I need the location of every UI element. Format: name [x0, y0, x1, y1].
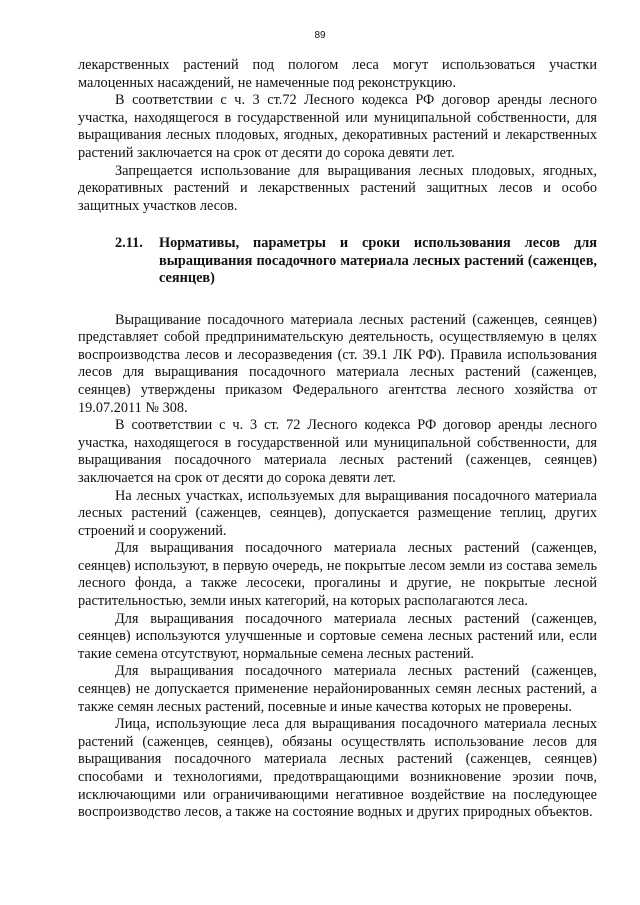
- paragraph: Запрещается использование для выращивания лесных плодовых, ягодных, декоративных растений и лекарственных растений защитных лесов и особо защитных участков лесов.: [78, 162, 597, 214]
- paragraph: Для выращивания посадочного материала лесных растений (саженцев, сеянцев) не допускается применение нерайонированных семян лесных растений, а также семян лесных растений, посевные и иные качества которых не проверены.: [78, 663, 597, 715]
- page-content: [78, 57, 597, 822]
- paragraph: В соответствии с ч. 3 ст. 72 Лесного кодекса РФ договор аренды лесного участка, находящегося в государственной или муниципальной собственности, для выращивания посадочного материала лесных растений (саженцев, сеянцев) заключается на срок от десяти до сорока девяти лет.: [78, 417, 597, 486]
- page-number: 89: [314, 30, 326, 41]
- paragraph: В соответствии с ч. 3 ст.72 Лесного кодекса РФ договор аренды лесного участка, находящегося в государственной или муниципальной собственности, для выращивания лесных плодовых, ягодных, декоративных растений и лекарственных растений заключается на срок от десяти до сорока девяти лет.: [78, 92, 597, 161]
- paragraph: Лица, использующие леса для выращивания посадочного материала лесных растений (саженцев, сеянцев), обязаны осуществлять использование лесов для выращивания посадочного материала лесных растений (саженцев, сеянцев) способами и технологиями, предотвращающими возникновение эрозии почв, исключающими или ограничивающими негативное воздействие на последующее воспроизводство лесов, а также на состояние водных и других природных объектов.: [78, 716, 597, 821]
- section-heading: [78, 235, 597, 287]
- paragraph: Выращивание посадочного материала лесных растений (саженцев, сеянцев) представляет собой предпринимательскую деятельность, осуществляемую в целях воспроизводства лесов и лесоразведения (ст. 39.1 ЛК РФ). Правила использования лесов для выращивания посадочного материала лесных растений (саженцев, сеянцев) утверждены приказом Федерального агентства лесного хозяйства от 19.07.2011 № 308.: [78, 311, 597, 416]
- paragraph: На лесных участках, используемых для выращивания посадочного материала лесных растений (саженцев, сеянцев), допускается размещение теплиц, других строений и сооружений.: [78, 487, 597, 539]
- paragraph: Для выращивания посадочного материала лесных растений (саженцев, сеянцев) используются улучшенные и сортовые семена лесных растений или, если такие семена отсутствуют, нормальные семена лесных растений.: [78, 610, 597, 662]
- paragraph: лекарственных растений под пологом леса могут использоваться участки малоценных насаждений, не намеченные под реконструкцию.: [78, 57, 597, 91]
- paragraph: Для выращивания посадочного материала лесных растений (саженцев, сеянцев) используют, в первую очередь, не покрытые лесом земли из состава земель лесного фонда, а также лесосеки, прогалины и другие, не покрытые лесной растительностью, земли иных категорий, на которых располагаются леса.: [78, 540, 597, 610]
- section-title: Нормативы, параметры и сроки использования лесов для выращивания посадочного материала лесных растений (саженцев, сеянцев): [159, 235, 597, 287]
- section-number: 2.11.: [115, 235, 143, 252]
